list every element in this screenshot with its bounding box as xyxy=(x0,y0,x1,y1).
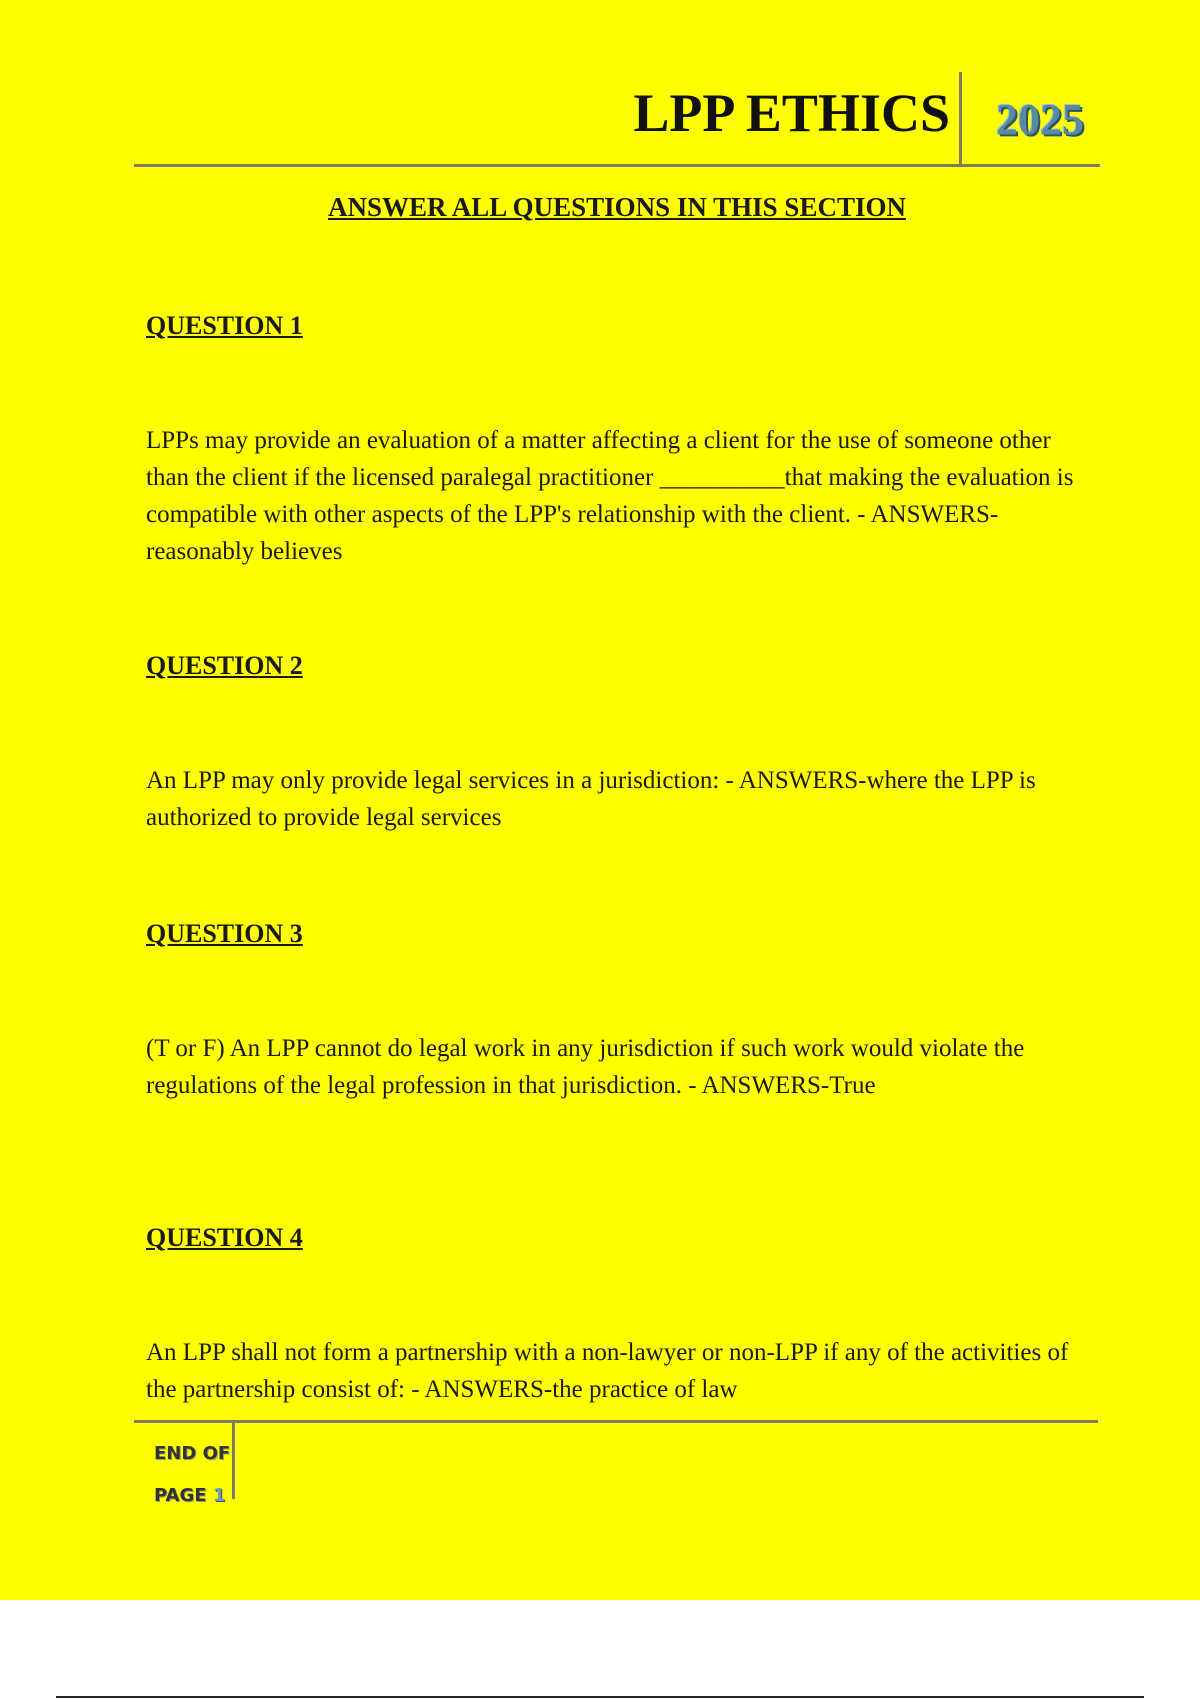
footer-end-of: END OF xyxy=(154,1443,231,1464)
header-divider xyxy=(959,72,962,164)
question-1 xyxy=(146,310,1086,565)
footer-page-text: PAGE xyxy=(154,1485,207,1506)
document-year: 2025 xyxy=(996,95,1084,144)
footer-page-line xyxy=(154,1475,230,1517)
question-4 xyxy=(146,1222,1086,1403)
question-heading: QUESTION 3 xyxy=(146,919,303,948)
question-body: An LPP may only provide legal services in a jurisdiction: - ANSWERS-where the LPP is authorized to provide legal services xyxy=(146,767,1036,831)
question-2 xyxy=(146,650,1086,831)
question-body: (T or F) An LPP cannot do legal work in any jurisdiction if such work would violate the regulations of the legal profession in that jurisdiction. - ANSWERS-True xyxy=(146,1035,1025,1099)
footer-divider xyxy=(232,1423,235,1499)
question-body: An LPP shall not form a partnership with a non-lawyer or non-LPP if any of the activities of the partnership consist of: - ANSWERS-the practice of law xyxy=(146,1339,1069,1403)
document-title: LPP ETHICS xyxy=(633,83,950,143)
bottom-rule xyxy=(56,1696,1144,1698)
footer-page-number: 1 xyxy=(212,1485,226,1506)
footer-label xyxy=(154,1433,230,1517)
question-heading: QUESTION 4 xyxy=(146,1223,303,1252)
question-heading: QUESTION 1 xyxy=(146,311,303,340)
question-3 xyxy=(146,918,1086,1099)
question-heading: QUESTION 2 xyxy=(146,651,303,680)
page-footer xyxy=(134,1420,1098,1506)
section-heading: ANSWER ALL QUESTIONS IN THIS SECTION xyxy=(328,192,906,222)
question-body: LPPs may provide an evaluation of a matter affecting a client for the use of someone other than the client if the licensed paralegal practitioner __________that making the evaluation is compatible with other aspects of the LPP's relationship with the client. - ANSWERS-reasonably believes xyxy=(146,427,1074,565)
page-header xyxy=(134,72,1100,167)
